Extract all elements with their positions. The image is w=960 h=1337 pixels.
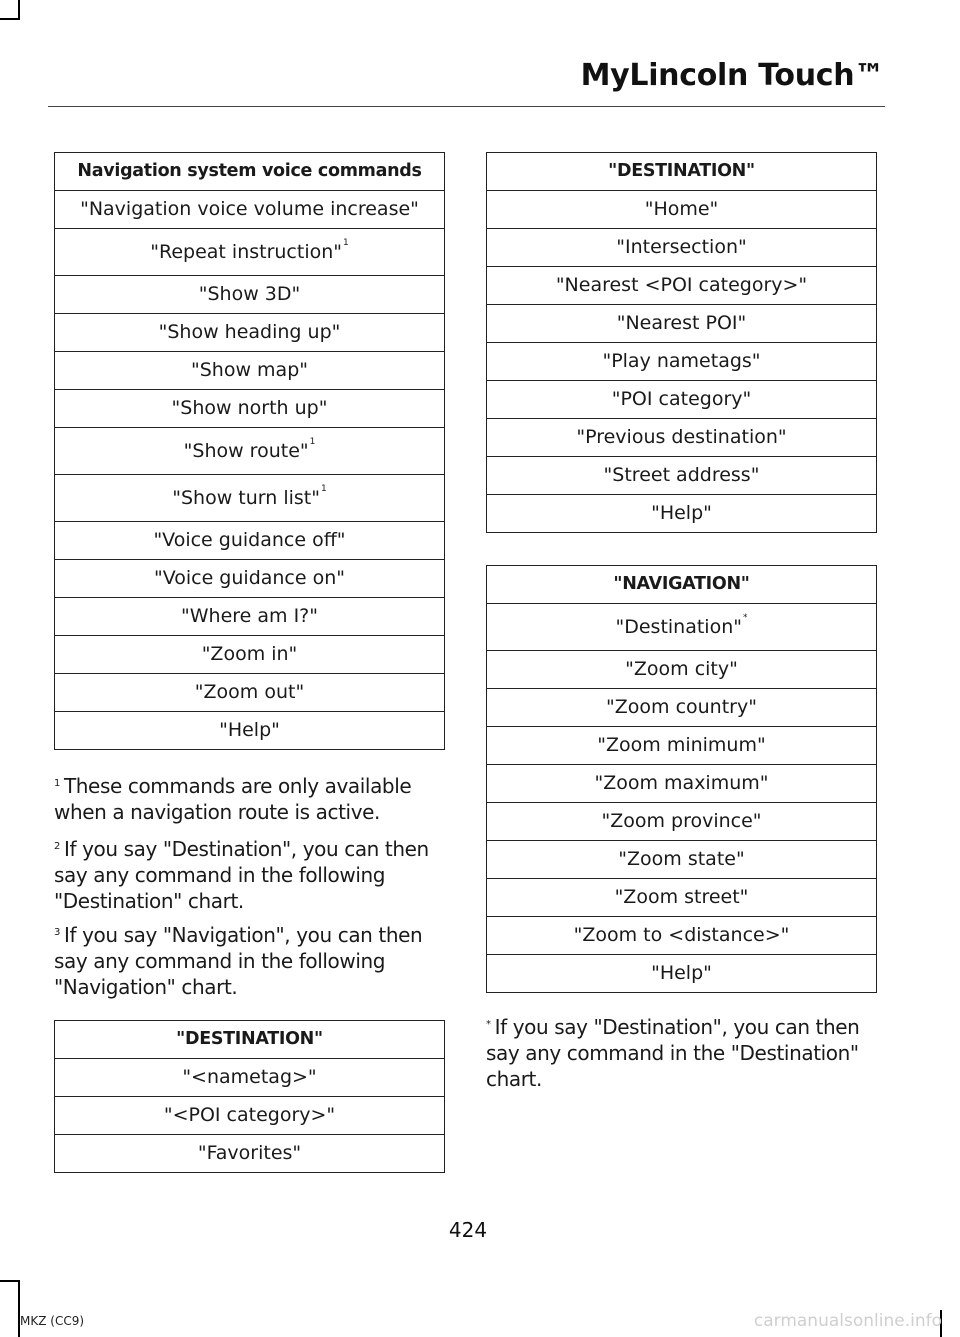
footnote-3: $^3$ If you say "Navigation", you can then say any command in the following "Navigation" chart.	[54, 923, 423, 999]
command-cell	[487, 457, 877, 495]
command-text: "Play nametags"	[602, 350, 761, 373]
footnote-2: $^2$ If you say "Destination", you can then say any command in the following "Destination" chart.	[54, 837, 429, 913]
command-text: "Zoom minimum"	[597, 734, 766, 757]
table-row	[487, 229, 877, 267]
command-cell	[55, 475, 445, 522]
command-text: "Where am I?"	[181, 605, 318, 628]
table-row	[55, 674, 445, 712]
footnote-ref: *	[743, 612, 748, 623]
command-cell	[487, 841, 877, 879]
command-cell	[55, 390, 445, 428]
footer-model: MKZ (CC9)	[20, 1314, 85, 1328]
command-text: "Zoom province"	[601, 810, 762, 833]
command-text: "Help"	[651, 962, 712, 985]
table-row	[487, 343, 877, 381]
page-header-title: MyLincoln Touch™	[580, 58, 884, 93]
command-cell	[55, 229, 445, 276]
table-row	[487, 879, 877, 917]
table-row	[487, 191, 877, 229]
command-text: "Repeat instruction"	[150, 240, 343, 263]
command-cell	[55, 712, 445, 750]
command-cell	[55, 191, 445, 229]
command-text: "Zoom out"	[194, 681, 305, 704]
table-row	[487, 841, 877, 879]
command-cell	[487, 191, 877, 229]
table-row	[55, 229, 445, 276]
table-row	[55, 636, 445, 674]
table-title: Navigation system voice commands	[55, 153, 445, 191]
table-row	[55, 428, 445, 475]
table-row	[55, 314, 445, 352]
command-text: "<POI category>"	[163, 1104, 336, 1127]
table-row	[487, 917, 877, 955]
command-text: "Help"	[219, 719, 280, 742]
footnote-ref: 1	[321, 483, 327, 494]
command-text: "<nametag>"	[182, 1066, 317, 1089]
table-row	[55, 1097, 445, 1135]
command-cell	[55, 314, 445, 352]
command-text: "Street address"	[603, 464, 760, 487]
destination-commands-table-left	[54, 1020, 445, 1173]
table-row	[55, 390, 445, 428]
command-text: "Previous destination"	[576, 426, 787, 449]
command-text: "Nearest <POI category>"	[555, 274, 808, 297]
crop-mark-top-left-v	[18, 0, 20, 20]
command-text: "Show route"	[183, 439, 309, 462]
table-row	[487, 419, 877, 457]
command-cell	[487, 803, 877, 841]
command-text: "Show turn list"	[172, 486, 320, 509]
command-text: "Zoom maximum"	[594, 772, 769, 795]
table-title: "DESTINATION"	[55, 1021, 445, 1059]
command-cell	[55, 352, 445, 390]
command-text: "Help"	[651, 502, 712, 525]
command-text: "Home"	[644, 198, 719, 221]
table-header-row	[487, 153, 877, 191]
table-row	[487, 305, 877, 343]
command-cell	[55, 276, 445, 314]
command-cell	[487, 917, 877, 955]
command-cell	[55, 636, 445, 674]
command-cell	[55, 1097, 445, 1135]
command-text: "Show north up"	[171, 397, 328, 420]
table-header-row	[55, 153, 445, 191]
command-cell	[487, 651, 877, 689]
table-row	[55, 1135, 445, 1173]
command-cell	[487, 689, 877, 727]
command-text: "Voice guidance on"	[153, 567, 346, 590]
table-title: "NAVIGATION"	[487, 566, 877, 604]
table-header-row	[55, 1021, 445, 1059]
command-cell	[55, 1059, 445, 1097]
command-cell	[55, 428, 445, 475]
table-row	[487, 803, 877, 841]
footnote-ref: 1	[309, 436, 316, 447]
table-row	[55, 712, 445, 750]
destination-commands-table-right	[486, 152, 877, 533]
footnote-ref: 1	[343, 237, 349, 248]
command-cell	[487, 604, 877, 651]
command-cell	[487, 955, 877, 993]
command-cell	[487, 305, 877, 343]
command-cell	[55, 598, 445, 636]
command-text: "Zoom country"	[606, 696, 757, 719]
command-cell	[487, 495, 877, 533]
command-text: "Zoom state"	[618, 848, 745, 871]
header-rule	[48, 106, 885, 107]
table-row	[487, 604, 877, 651]
watermark: carmanualsonline.info	[753, 1311, 942, 1331]
command-cell	[487, 879, 877, 917]
command-cell	[487, 727, 877, 765]
command-text: "Show map"	[191, 359, 308, 382]
table-row	[55, 1059, 445, 1097]
command-text: "Zoom city"	[625, 658, 738, 681]
table-row	[55, 475, 445, 522]
table-row	[487, 651, 877, 689]
command-cell	[55, 522, 445, 560]
command-cell	[487, 267, 877, 305]
footnote-1: $^1$ These commands are only available when a navigation route is active.	[54, 774, 412, 824]
table-row	[487, 457, 877, 495]
command-text: "Show heading up"	[158, 321, 341, 344]
table-title: "DESTINATION"	[487, 153, 877, 191]
command-text: "Zoom street"	[614, 886, 749, 909]
command-cell	[55, 674, 445, 712]
crop-mark-bottom-left-h	[0, 1280, 20, 1282]
command-cell	[55, 1135, 445, 1173]
table-row	[55, 560, 445, 598]
command-text: "Nearest POI"	[616, 312, 747, 335]
command-cell	[55, 560, 445, 598]
command-cell	[487, 381, 877, 419]
command-text: "Show 3D"	[198, 283, 301, 306]
table-row	[55, 598, 445, 636]
command-text: "Navigation voice volume increase"	[80, 198, 419, 221]
command-cell	[487, 419, 877, 457]
command-text: "Voice guidance off"	[153, 529, 346, 552]
command-text: "Favorites"	[197, 1142, 302, 1165]
command-text: "Zoom in"	[201, 643, 298, 666]
table-row	[487, 955, 877, 993]
table-row	[55, 522, 445, 560]
command-cell	[487, 765, 877, 803]
crop-mark-top-left-h	[0, 18, 20, 20]
crop-mark-bottom-left-v	[18, 1280, 20, 1337]
command-text: "POI category"	[611, 388, 752, 411]
table-row	[487, 381, 877, 419]
table-row	[55, 276, 445, 314]
command-cell	[487, 229, 877, 267]
navigation-commands-table	[486, 565, 877, 993]
table-row	[55, 352, 445, 390]
command-text: "Destination"	[615, 615, 742, 638]
table-header-row	[487, 566, 877, 604]
navigation-voice-commands-table	[54, 152, 445, 750]
table-row	[55, 191, 445, 229]
table-row	[487, 765, 877, 803]
page-number: 424	[448, 1218, 488, 1242]
footnote-asterisk: * If you say "Destination", you can then say any command in the "Destination" chart.	[486, 1015, 860, 1091]
command-cell	[487, 343, 877, 381]
table-row	[487, 495, 877, 533]
command-text: "Intersection"	[616, 236, 747, 259]
table-row	[487, 689, 877, 727]
table-row	[487, 267, 877, 305]
command-text: "Zoom to <distance>"	[573, 924, 790, 947]
table-row	[487, 727, 877, 765]
